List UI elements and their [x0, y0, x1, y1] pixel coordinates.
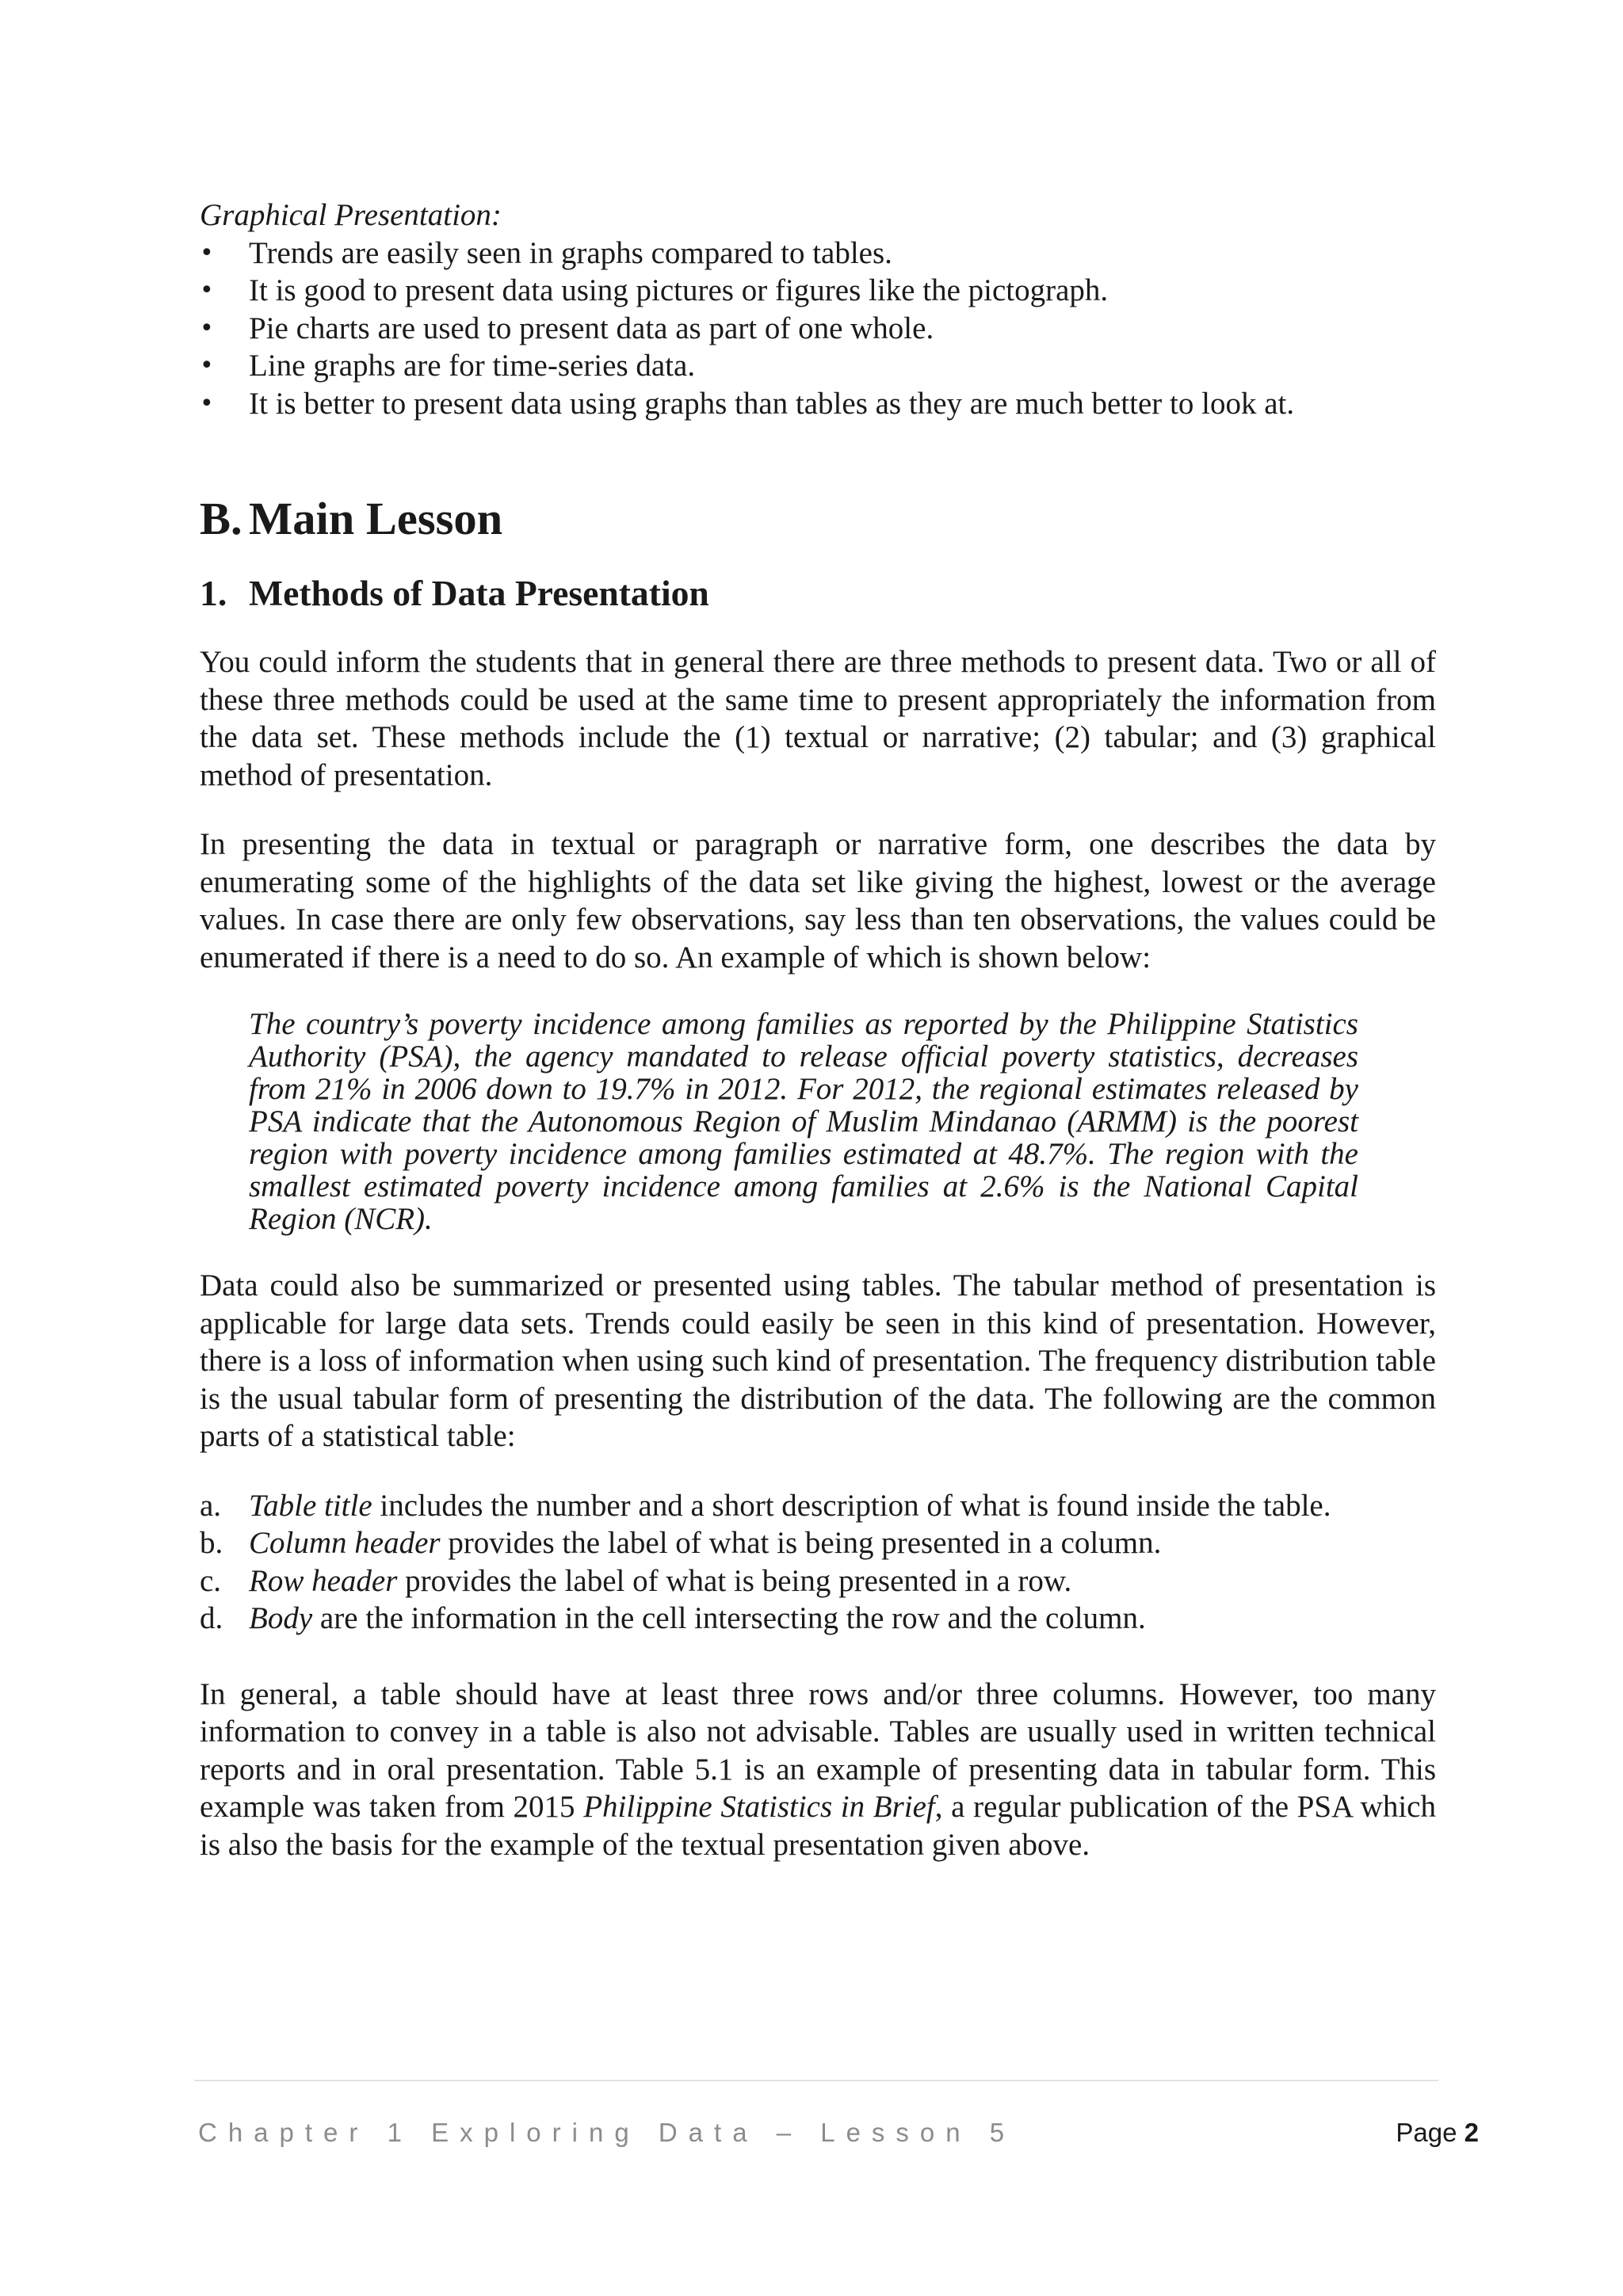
footer-divider [194, 2080, 1438, 2081]
main-lesson-heading [200, 493, 1436, 544]
bullet-text: Trends are easily seen in graphs compared to tables. [249, 235, 892, 270]
item-letter: b. [200, 1526, 223, 1560]
heading-number: B. [200, 493, 242, 544]
textual-method-paragraph: In presenting the data in textual or paragraph or narrative form, one describes the data by enumerating some of the highlights of the data set like giving the highest, lowest or the average values. In case there are only few observations, say less than ten observations, the values could be enumerated if there is a need to do so. An example of which is shown below: [200, 827, 1436, 974]
table-part-item [200, 1600, 1436, 1638]
item-letter: a. [200, 1488, 222, 1523]
bullet-item [200, 347, 1436, 385]
paragraph-text: , a regular publication of the PSA which is also the basis for the example of the textual presentation given above. [200, 1790, 1436, 1862]
bullet-text: Line graphs are for time-series data. [249, 349, 696, 383]
item-description: includes the number and a short description of what is found inside the table. [372, 1488, 1331, 1523]
heading-title: Main Lesson [249, 493, 503, 544]
bullet-text: It is good to present data using pictures or figures like the pictograph. [249, 273, 1109, 307]
page-number: 2 [1464, 2118, 1479, 2147]
item-term: Row header [249, 1563, 398, 1598]
graphical-bullet-list [200, 235, 1436, 423]
bullet-icon: • [200, 352, 214, 379]
bullet-text: Pie charts are used to present data as part of one whole. [249, 311, 934, 345]
item-letter: c. [200, 1563, 222, 1598]
table-parts-list [200, 1487, 1436, 1638]
bullet-item [200, 385, 1436, 423]
heading-title: Methods of Data Presentation [249, 572, 709, 613]
item-term: Column header [249, 1526, 441, 1560]
bullet-icon: • [200, 277, 214, 304]
bullet-icon: • [200, 314, 214, 342]
table-part-item [200, 1562, 1436, 1600]
item-term: Body [249, 1601, 313, 1635]
item-description: provides the label of what is being presented in a column. [440, 1526, 1162, 1560]
page-label: Page [1396, 2118, 1457, 2147]
heading-number: 1. [200, 572, 227, 613]
footer-page-indicator [1396, 2118, 1479, 2148]
footer-chapter-label: Chapter 1 Exploring Data – Lesson 5 [198, 2118, 1016, 2147]
item-description: provides the label of what is being presented in a row. [397, 1563, 1072, 1598]
item-description: are the information in the cell intersecting the row and the column. [312, 1601, 1146, 1635]
item-letter: d. [200, 1601, 223, 1635]
textual-example-quote: The country’s poverty incidence among families as reported by the Philippine Statistics Authority (PSA), the agency mandated to release official poverty statistics, decreases from 21% in 2006 down to 19.7% in 2012. For 2012, the regional estimates released by PSA indicate that the Autonomous Region of Muslim Mindanao (ARMM) is the poorest region with poverty incidence among families estimated at 48.7%. The region with the smallest estimated poverty incidence among families at 2.6% is the National Capital Region (NCR). [249, 1007, 1358, 1236]
bullet-text: It is better to present data using graphs than tables as they are much better to look at. [249, 386, 1295, 421]
document-page [200, 196, 1436, 1863]
bullet-item [200, 310, 1436, 348]
publication-title: Philippine Statistics in Brief [583, 1790, 935, 1824]
table-guidelines-paragraph [200, 1676, 1436, 1864]
tabular-method-paragraph: Data could also be summarized or presented using tables. The tabular method of presentation is applicable for large data sets. Trends could easily be seen in this kind of presentation. However, there is a loss of information when using such kind of presentation. The frequency distribution table is the usual tabular form of presenting the distribution of the data. The following are the common parts of a statistical table: [200, 1268, 1436, 1453]
bullet-item [200, 272, 1436, 310]
bullet-icon: • [200, 389, 214, 418]
item-term: Table title [249, 1488, 372, 1523]
paragraph-text: In general, a table should have at least three rows and/or three columns. However, too many information to convey in a table is also not advisable. Tables are usually used in written technical reports and in oral presentation. Table 5.1 is an example of presenting data in tabular form. This example was taken from 2015 [200, 1676, 1436, 1824]
methods-heading [200, 574, 1436, 612]
bullet-item [200, 235, 1436, 273]
table-part-item [200, 1524, 1436, 1562]
table-part-item [200, 1487, 1436, 1525]
graphical-presentation-label: Graphical Presentation: [200, 198, 502, 232]
intro-paragraph: You could inform the students that in general there are three methods to present data. Two or all of these three methods could be used at the same time to present appropriately the information from the data set. These methods include the (1) textual or narrative; (2) tabular; and (3) graphical method of presentation. [200, 645, 1436, 792]
bullet-icon: • [200, 238, 214, 267]
